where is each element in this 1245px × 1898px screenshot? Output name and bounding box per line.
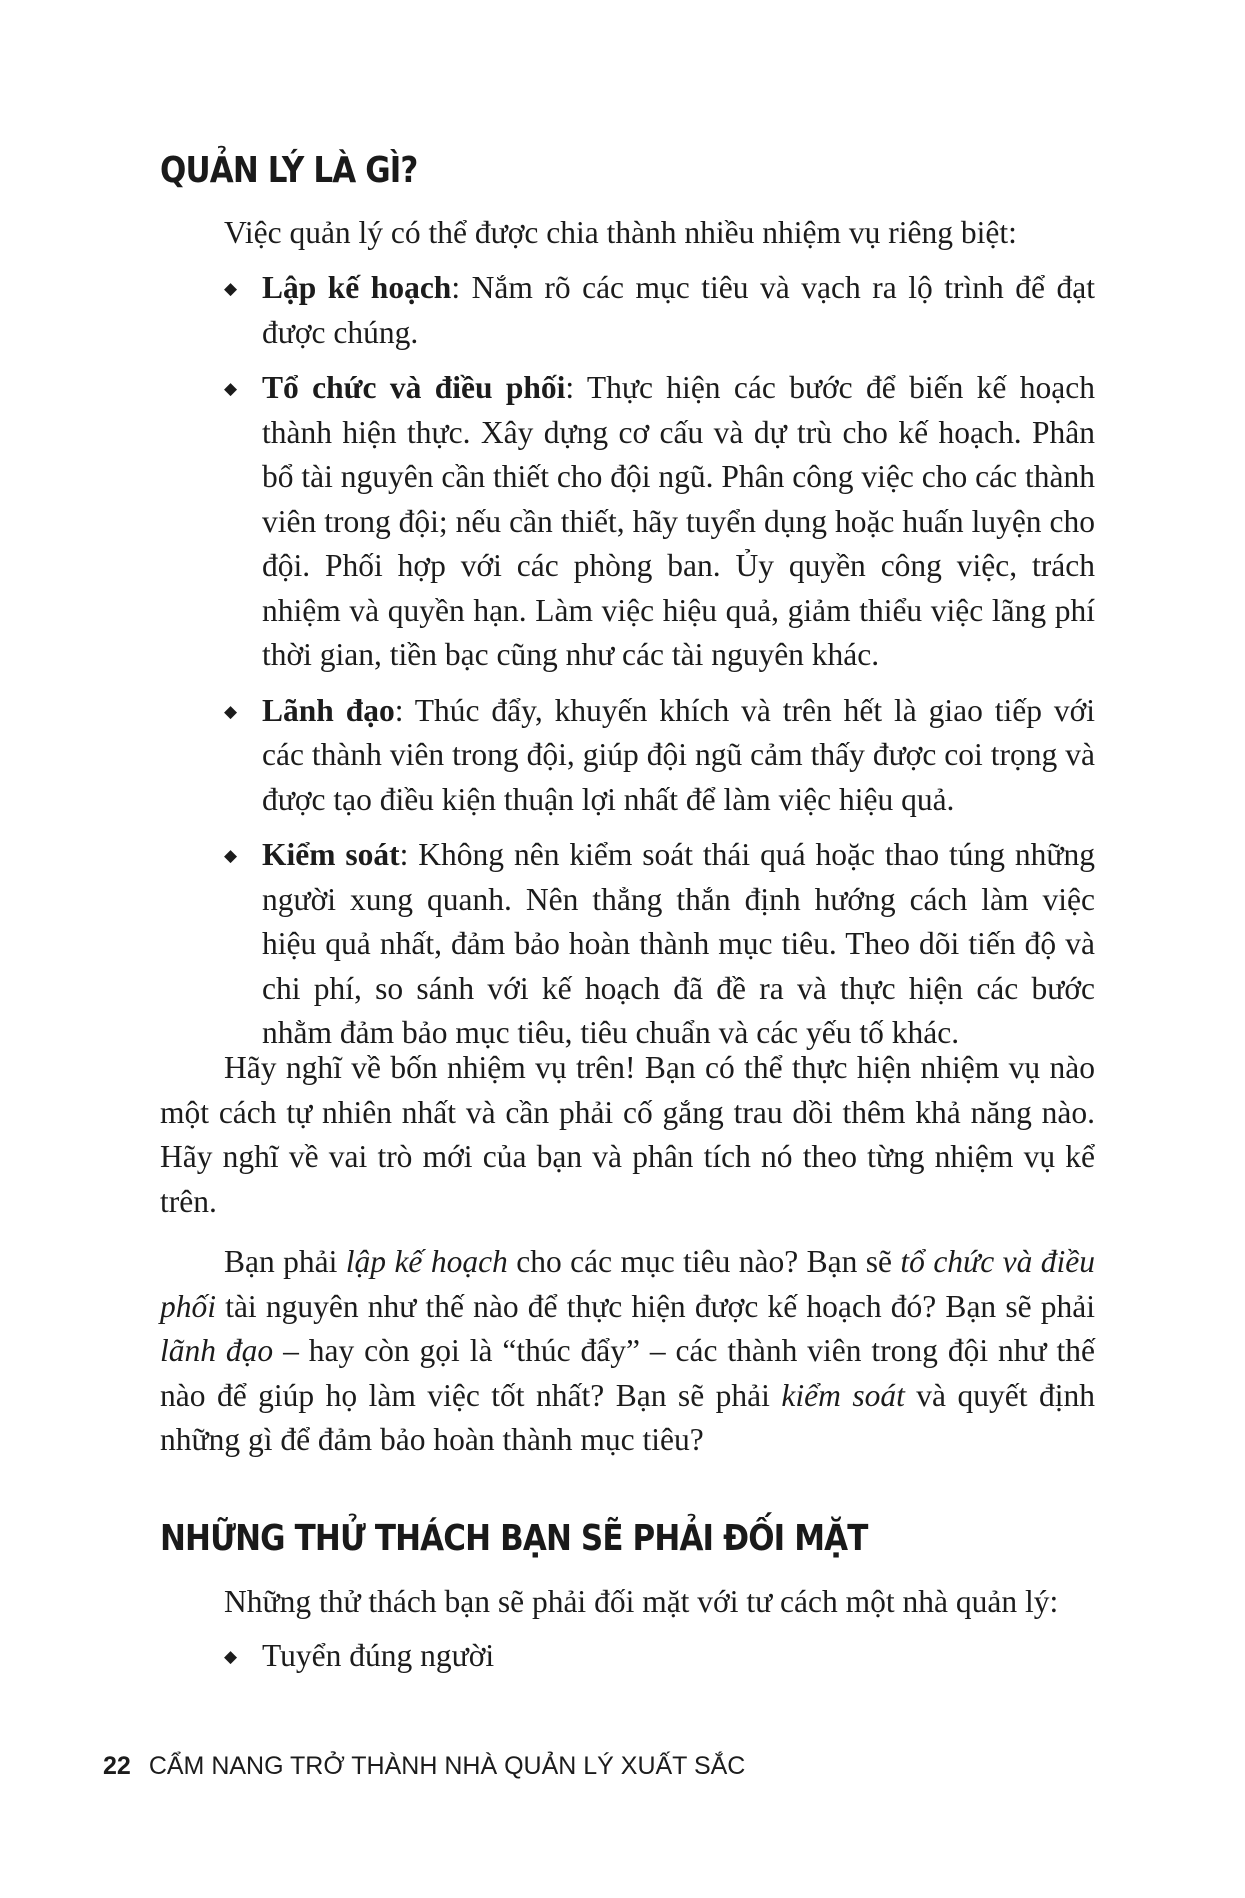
- diamond-bullet-icon: ◆: [224, 846, 238, 865]
- para-text: tài nguyên như thế nào để thực hiện được kế hoạch đó? Bạn sẽ phải: [216, 1288, 1095, 1324]
- para-text: và quyết định những gì để đảm bảo hoàn thành mục tiêu?: [160, 1377, 1095, 1457]
- section-intro: Những thử thách bạn sẽ phải đối mặt với tư cách một nhà quản lý:: [224, 1584, 1059, 1619]
- section-intro: Việc quản lý có thể được chia thành nhiều nhiệm vụ riêng biệt:: [224, 215, 1017, 250]
- para-text: – hay còn gọi là “thúc đẩy” – các thành viên trong đội như thế nào để giúp họ làm việc tốt nhất? Bạn sẽ phải: [160, 1333, 1095, 1413]
- challenges-list: [224, 1634, 1095, 1690]
- task-description: : Không nên kiểm soát thái quá hoặc thao túng những người xung quanh. Nên thẳng thắn định hướng cách làm việc hiệu quả nhất, đảm bảo hoàn thành mục tiêu. Theo dõi tiến độ và chi phí, so sánh với kế hoạch đã đề ra và thực hiện các bước nhằm đảm bảo mục tiêu, tiêu chuẩn và các yếu tố khác.: [262, 837, 1095, 1050]
- task-description: : Thúc đẩy, khuyến khích và trên hết là giao tiếp với các thành viên trong đội, giúp đội ngũ cảm thấy được coi trọng và được tạo điều kiện thuận lợi nhất để làm việc hiệu quả.: [262, 692, 1095, 817]
- section-heading-what-is-management: QUẢN LÝ LÀ GÌ?: [160, 150, 418, 191]
- diamond-bullet-icon: ◆: [224, 379, 238, 398]
- italic-term: kiểm soát: [781, 1377, 905, 1413]
- task-description: : Nắm rõ các mục tiêu và vạch ra lộ trình để đạt được chúng.: [262, 270, 1095, 350]
- management-tasks-list: [224, 266, 1095, 1067]
- body-paragraph-italic-terms: [160, 1240, 1095, 1463]
- para-text: cho các mục tiêu nào? Bạn sẽ: [507, 1244, 901, 1279]
- para-text: Bạn phải: [224, 1244, 346, 1279]
- italic-term: tổ chức và điều phối: [160, 1244, 1096, 1324]
- page-number: 22: [103, 1752, 131, 1780]
- task-description: : Thực hiện các bước để biến kế hoạch thành hiện thực. Xây dựng cơ cấu và dự trù cho kế hoạch. Phân bổ tài nguyên cần thiết cho đội ngũ. Phân công việc cho các thành viên trong đội; nếu cần thiết, hãy tuyển dụng hoặc huấn luyện cho đội. Phối hợp với các phòng ban. Ủy quyền công việc, trách nhiệm và quyền hạn. Làm việc hiệu quả, giảm thiểu việc lãng phí thời gian, tiền bạc cũng như các tài nguyên khác.: [262, 370, 1095, 672]
- list-item: [224, 1634, 1095, 1679]
- list-item: [224, 689, 1095, 823]
- list-item: [224, 266, 1095, 355]
- page-footer: [103, 1752, 745, 1781]
- task-term: Lãnh đạo: [262, 692, 395, 728]
- running-title: CẨM NANG TRỞ THÀNH NHÀ QUẢN LÝ XUẤT SẮC: [148, 1752, 746, 1780]
- section-heading-challenges: NHỮNG THỬ THÁCH BẠN SẼ PHẢI ĐỐI MẶT: [160, 1518, 868, 1559]
- diamond-bullet-icon: ◆: [224, 279, 238, 298]
- diamond-bullet-icon: ◆: [224, 701, 238, 721]
- task-term: Lập kế hoạch: [262, 270, 452, 305]
- list-item: [224, 366, 1095, 678]
- list-item: [224, 833, 1095, 1056]
- body-paragraph: Hãy nghĩ về bốn nhiệm vụ trên! Bạn có thể thực hiện nhiệm vụ nào một cách tự nhiên nhất và cần phải cố gắng trau dồi thêm khả năng nào. Hãy nghĩ về vai trò mới của bạn và phân tích nó theo từng nhiệm vụ kể trên.: [160, 1050, 1095, 1219]
- italic-term: lập kế hoạch: [345, 1244, 508, 1279]
- challenge-text: Tuyển đúng người: [262, 1638, 495, 1673]
- diamond-bullet-icon: ◆: [224, 1647, 238, 1666]
- task-term: Tổ chức và điều phối: [262, 370, 566, 405]
- task-term: Kiểm soát: [262, 837, 400, 872]
- italic-term: lãnh đạo: [160, 1333, 274, 1368]
